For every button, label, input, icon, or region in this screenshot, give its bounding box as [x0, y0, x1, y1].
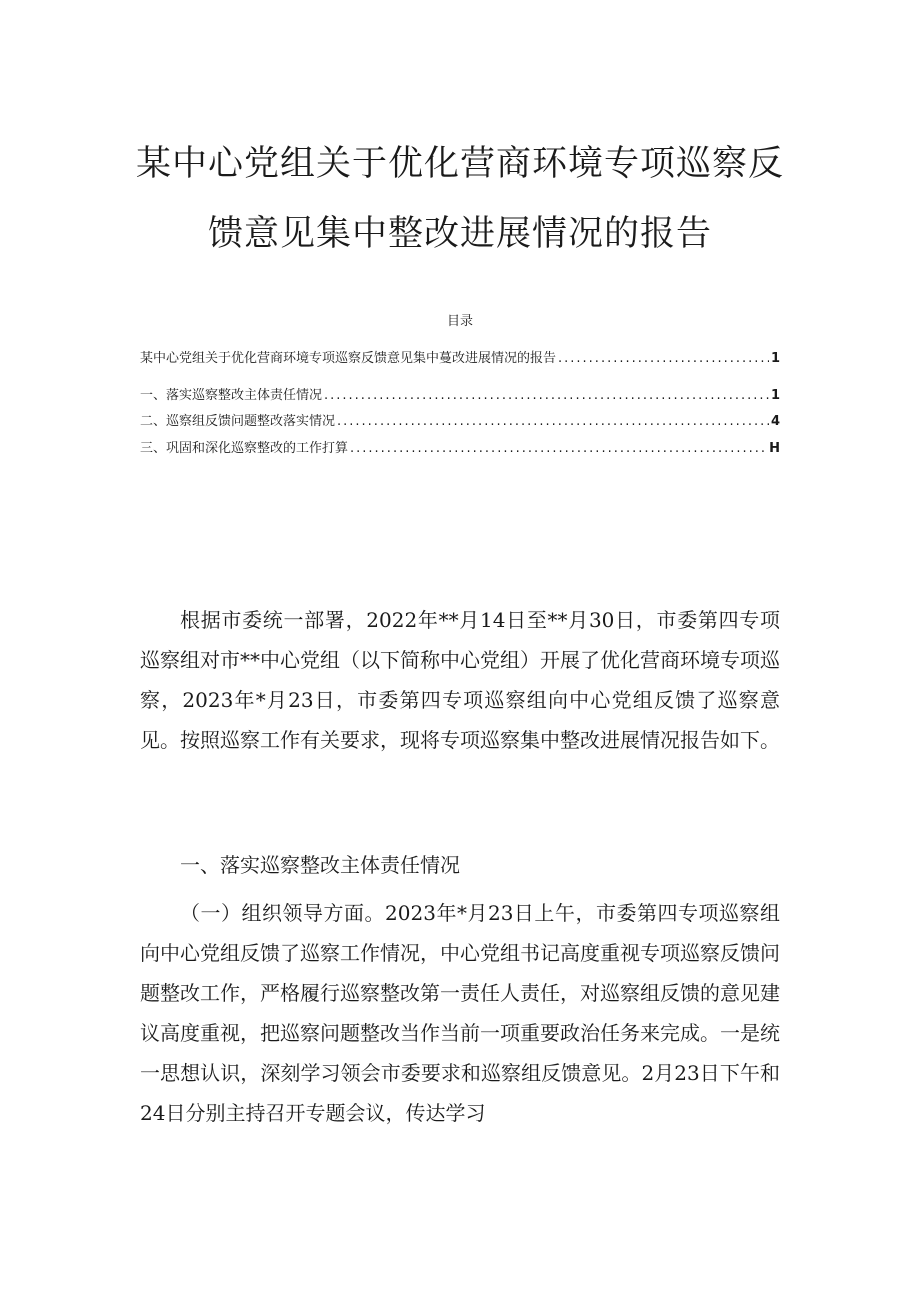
- toc-leader-dots: [324, 388, 769, 403]
- toc-item[interactable]: [140, 384, 780, 403]
- body-paragraph: （一）组织领导方面。2023年*月23日上午，市委第四专项巡察组向中心党组反馈了巡察工作情况，中心党组书记高度重视专项巡察反馈问题整改工作，严格履行巡察整改第一责任人责任，对巡察组反馈的意见建议高度重视，把巡察问题整改当作当前一项重要政治任务来完成。一是统一思想认识，深刻学习领会市委要求和巡察组反馈意见。2月23日下午和24日分别主持召开专题会议，传达学习: [140, 901, 780, 1125]
- toc-item[interactable]: [140, 347, 780, 366]
- toc-item[interactable]: [140, 410, 780, 429]
- toc-heading: 目录: [446, 314, 473, 329]
- toc-item-label: 三、巩固和深化巡察整改的工作打算: [140, 441, 349, 456]
- toc-leader-dots: [337, 414, 769, 429]
- toc-item-page: H: [769, 441, 780, 456]
- toc-item-label: 二、巡察组反馈问题整改落实情况: [140, 414, 336, 429]
- toc-item-label: 一、落实巡察整改主体责任情况: [140, 388, 323, 403]
- toc-item-page: 1: [770, 351, 780, 366]
- section-heading: 一、落实巡察整改主体责任情况: [180, 853, 460, 877]
- toc-item-page: 4: [770, 414, 780, 429]
- toc-item-page: 1: [770, 388, 780, 403]
- document-title-line-2: 馈意见集中整改进展情况的报告: [207, 214, 712, 254]
- toc-leader-dots: [350, 441, 767, 456]
- toc-item[interactable]: [140, 437, 780, 456]
- toc-item-label: 某中心党组关于优化营商环境专项巡察反馈意见集中蔓改进展情况的报告: [140, 351, 557, 366]
- toc-leader-dots: [558, 351, 769, 366]
- body-paragraph: 根据市委统一部署，2022年**月14日至**月30日，市委第四专项巡察组对市**中心党组（以下简称中心党组）开展了优化营商环境专项巡察，2023年*月23日，市委第四专项巡察组向中心党组反馈了巡察意见。按照巡察工作有关要求，现将专项巡察集中整改进展情况报告如下。: [140, 608, 780, 752]
- document-title-line-1: 某中心党组关于优化营商环境专项巡察反: [135, 144, 784, 184]
